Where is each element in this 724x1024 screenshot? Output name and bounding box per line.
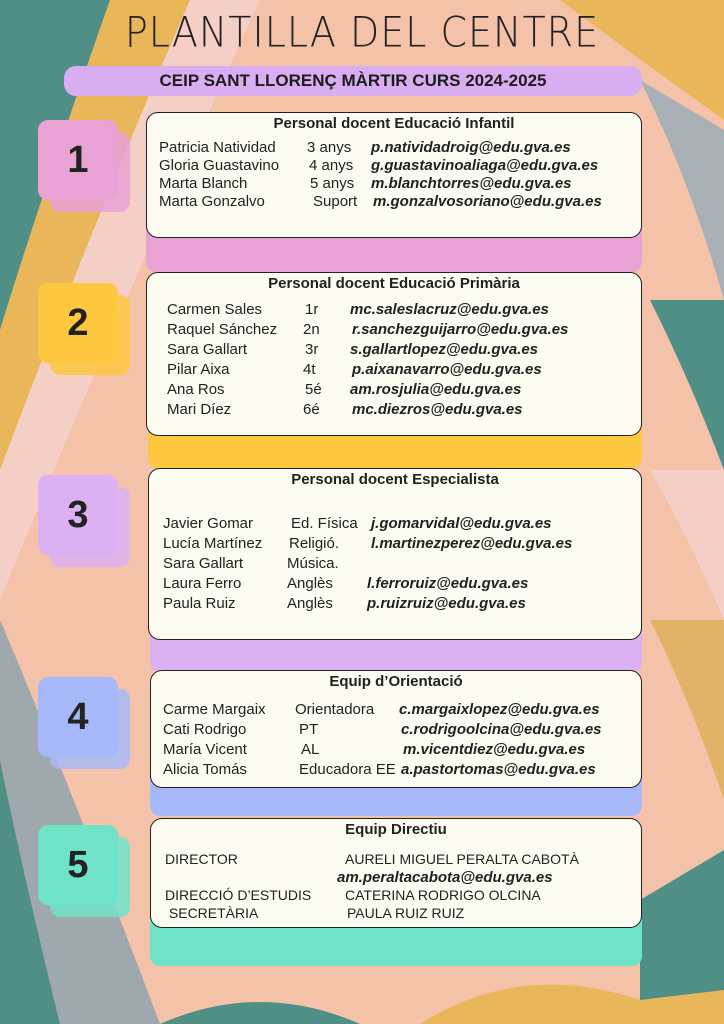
section-number-badge: 1 (38, 120, 118, 200)
section-heading: Equip Directiu (345, 821, 447, 838)
section-heading: Personal docent Educació Primària (268, 275, 520, 292)
section-card-infantil: Personal docent Educació Infantil Patricia Natividad 3 anys p.natividadroig@edu.gva.es Gloria Guastavino 4 anys g.guastavinoaliaga@edu.gva.es Marta Blanch 5 anys m.blanchtorres@edu.gva.es Marta Gonzalvo Suport m.gonzalvosoriano@edu.gva.es (146, 112, 642, 238)
section-card-directiu: Equip Directiu DIRECTOR AURELI MIGUEL PERALTA CABOTÀ am.peraltacabota@edu.gva.es DIRECCIÓ D’ESTUDIS CATERINA RODRIGO OLCINA SECRETÀRIA PAULA RUIZ RUIZ (150, 818, 642, 928)
section-card-primaria: Personal docent Educació Primària Carmen Sales 1r mc.saleslacruz@edu.gva.es Raquel Sánchez 2n r.sanchezguijarro@edu.gva.es Sara Gallart 3r s.gallartlopez@edu.gva.es Pilar Aixa 4t p.aixanavarro@edu.gva.es Ana Ros 5é am.rosjulia@edu.gva.es Mari Díez 6é mc.diezros@edu.gva.es (146, 272, 642, 436)
section-heading: Equip d’Orientació (329, 673, 463, 690)
section-card-especialista: Personal docent Especialista Javier Gomar Ed. Física j.gomarvidal@edu.gva.es Lucía Martínez Religió. l.martinezperez@edu.gva.es Sara Gallart Música. Laura Ferro Anglès l.ferroruiz@edu.gva.es Paula Ruiz Anglès p.ruizruiz@edu.gva.es (148, 468, 642, 640)
section-heading: Personal docent Educació Infantil (273, 115, 515, 132)
section-number-badge: 5 (38, 825, 118, 905)
section-number-badge: 4 (38, 677, 118, 757)
section-card-orientacio: Equip d’Orientació Carme Margaix Orientadora c.margaixlopez@edu.gva.es Cati Rodrigo PT c.rodrigoolcina@edu.gva.es María Vicent AL m.vicentdiez@edu.gva.es Alicia Tomás Educadora EE a.pastortomas@edu.gva.es (150, 670, 642, 788)
section-number-badge: 3 (38, 475, 118, 555)
section-heading: Personal docent Especialista (291, 471, 499, 488)
school-banner: CEIP SANT LLORENÇ MÀRTIR CURS 2024-2025 (64, 66, 642, 96)
page-title: PLANTILLA DEL CENTRE (124, 7, 600, 57)
section-number-badge: 2 (38, 283, 118, 363)
